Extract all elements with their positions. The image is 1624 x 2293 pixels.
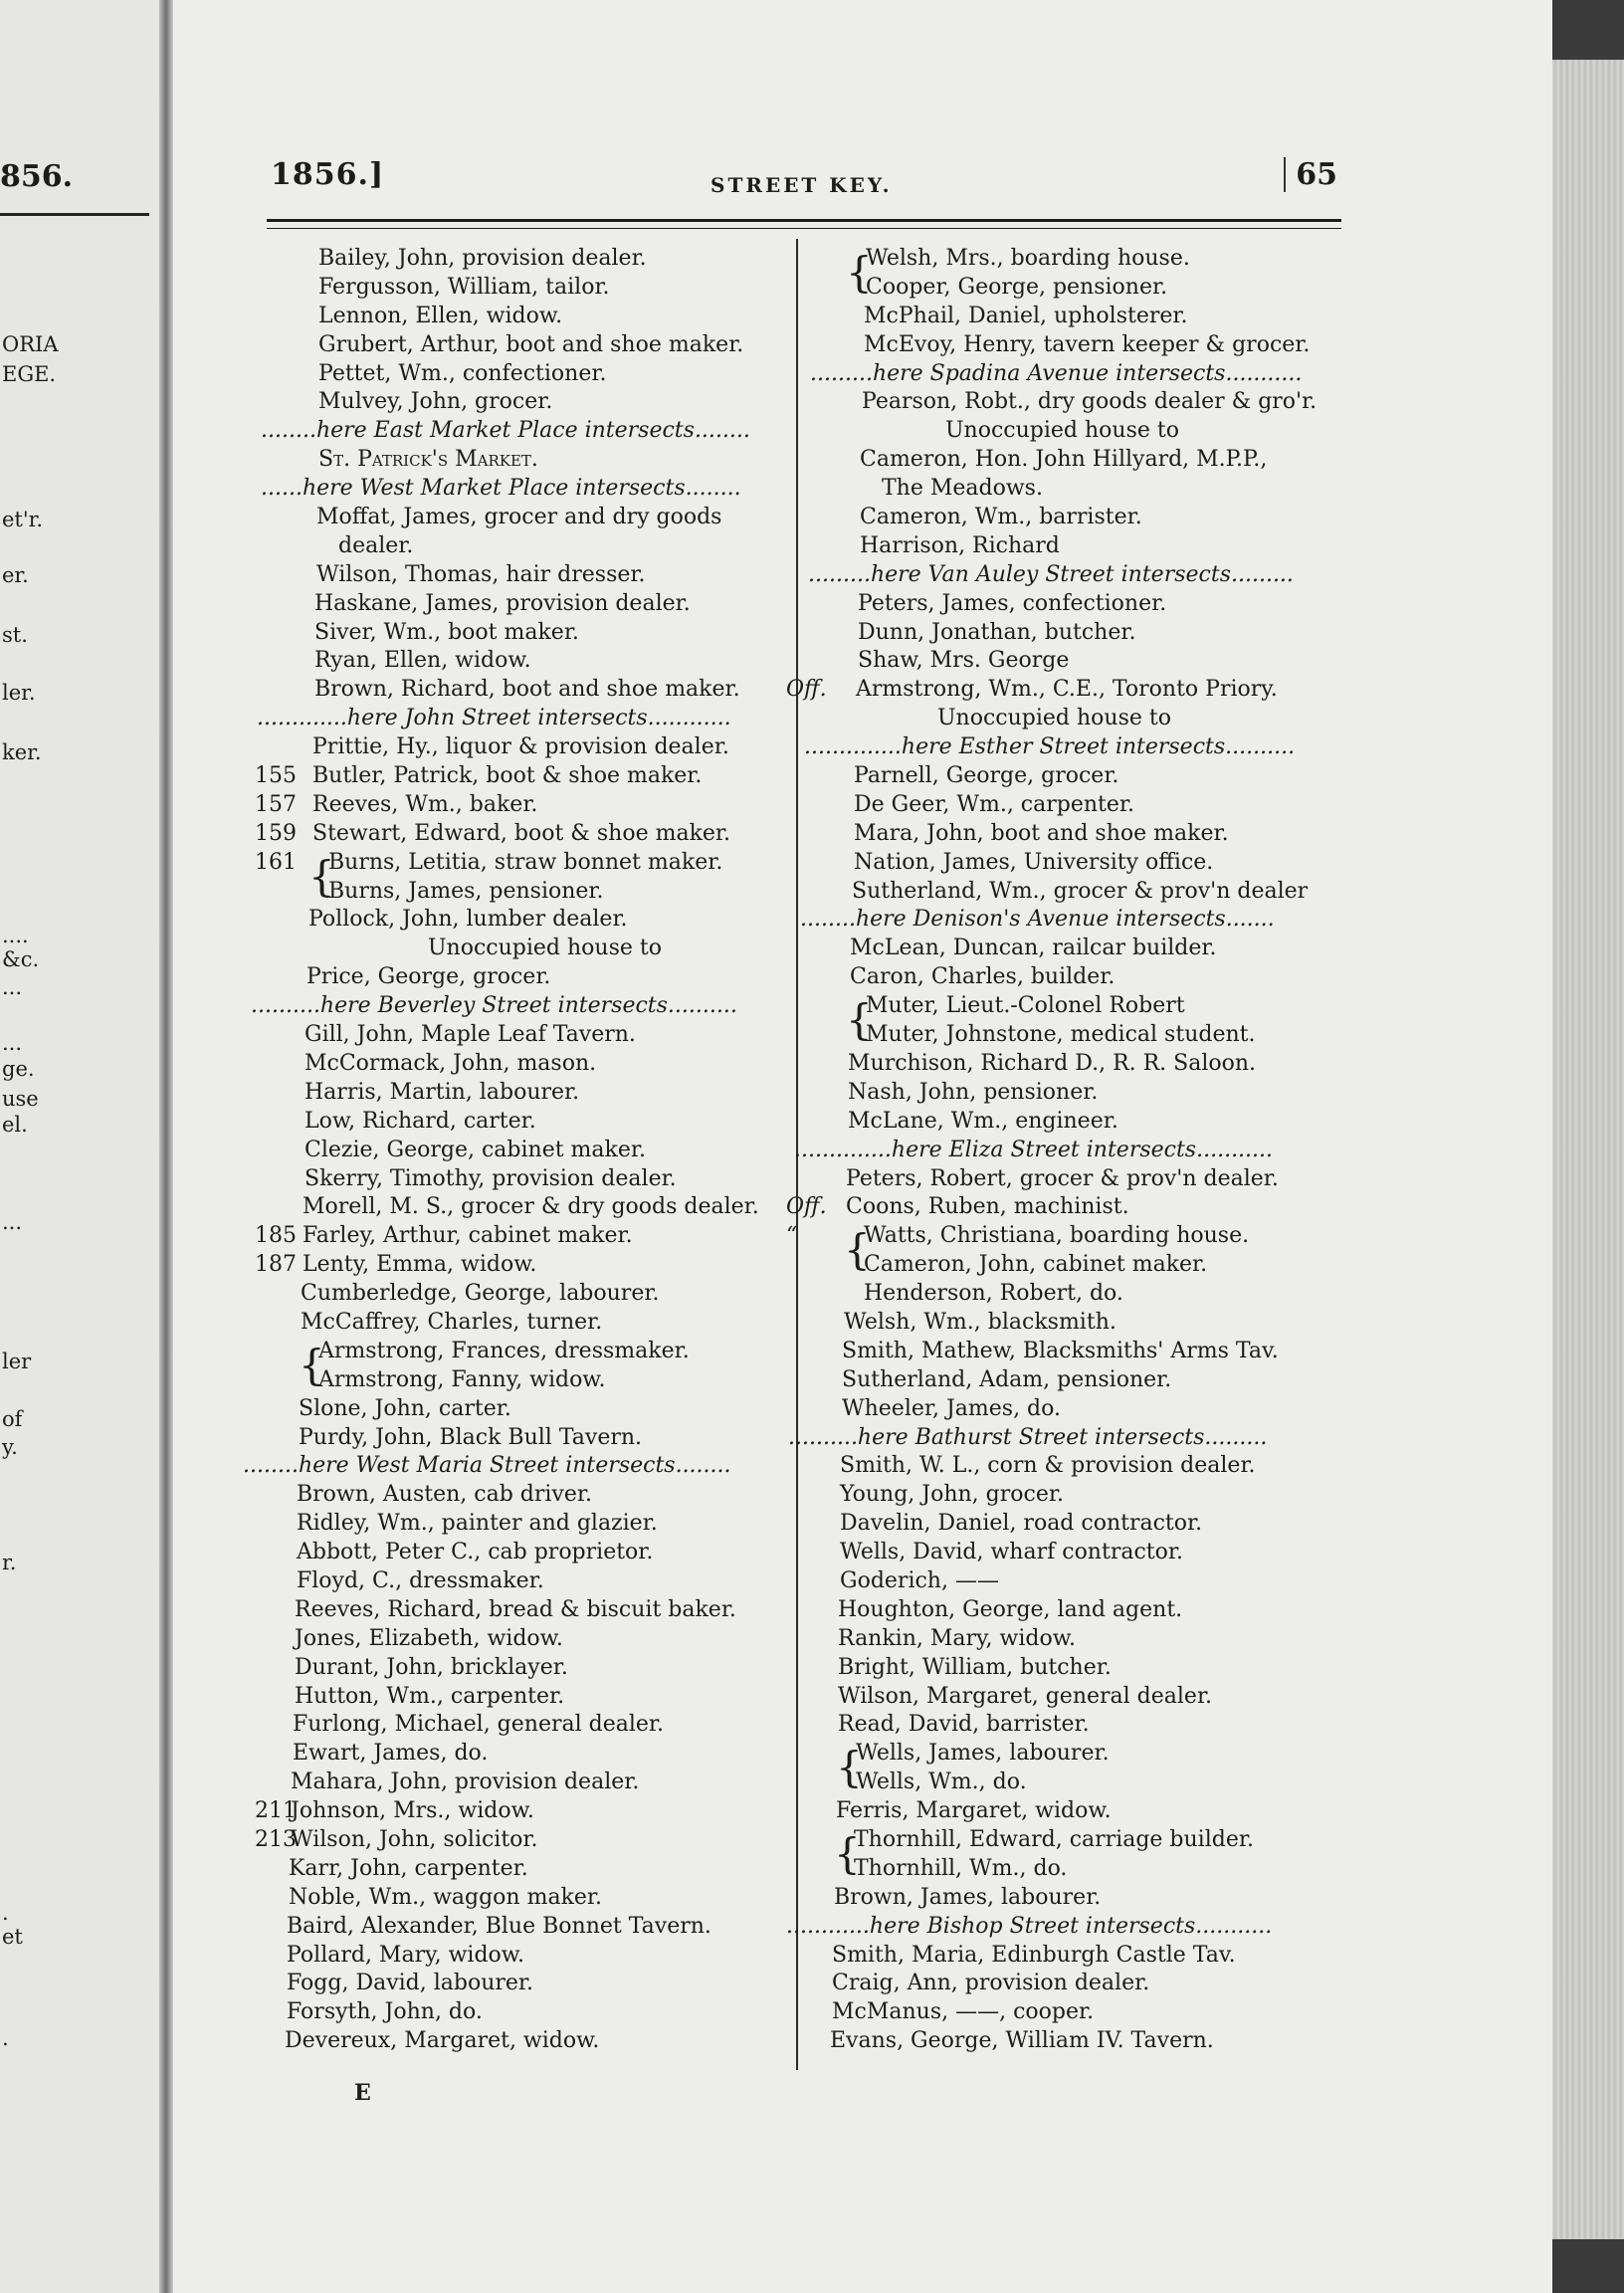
entry-text: Gill, John, Maple Leaf Tavern.: [304, 1022, 636, 1048]
entry-text: Unoccupied house to: [937, 706, 1171, 731]
intersection-text: ..............here Eliza Street intersects...........: [794, 1137, 1274, 1162]
intersection-line: [229, 475, 791, 504]
entry-text: Pearson, Robt., dry goods dealer & gro'r.: [862, 389, 1318, 415]
facing-page-fragment: use: [2, 1087, 39, 1111]
directory-entry: [229, 1884, 791, 1913]
entry-text: Cumberledge, George, labourer.: [301, 1281, 660, 1307]
directory-entry: [229, 906, 791, 935]
directory-entry: [786, 791, 1343, 820]
directory-entry: [229, 1137, 791, 1165]
entry-text: Craig, Ann, provision dealer.: [832, 1971, 1150, 1996]
entry-text: Cooper, George, pensioner.: [866, 274, 1168, 300]
intersection-line: [229, 417, 791, 446]
directory-entry: [229, 331, 791, 360]
entry-text: Welsh, Wm., blacksmith.: [844, 1309, 1116, 1335]
book-gutter: [159, 0, 173, 2293]
entry-text: Price, George, grocer.: [306, 964, 551, 990]
directory-entry: [229, 1280, 791, 1309]
entry-text: Cameron, John, cabinet maker.: [864, 1252, 1208, 1278]
entry-text: Ferris, Margaret, widow.: [836, 1798, 1112, 1824]
entry-text: Bailey, John, provision dealer.: [318, 246, 647, 271]
directory-entry: [786, 1596, 1343, 1625]
entry-text: Fergusson, William, tailor.: [318, 274, 610, 300]
entry-text: Parnell, George, grocer.: [854, 763, 1119, 789]
directory-entry: [786, 388, 1343, 417]
directory-entry: [786, 303, 1343, 331]
directory-entry: [786, 417, 1343, 446]
right-column: [786, 245, 1343, 2056]
directory-entry: [786, 676, 1343, 705]
entry-text: Ryan, Ellen, widow.: [314, 648, 531, 674]
entry-text: McLean, Duncan, railcar builder.: [850, 936, 1217, 961]
street-number: 161: [255, 849, 297, 875]
entry-text: Caron, Charles, builder.: [850, 964, 1116, 990]
entry-text: De Geer, Wm., carpenter.: [854, 791, 1134, 817]
header-year: 1856.]: [271, 157, 385, 192]
entry-text: Shaw, Mrs. George: [858, 648, 1070, 674]
facing-page-fragment: ...: [2, 1210, 23, 1234]
directory-entry: [229, 820, 791, 849]
grouping-brace: {: [836, 1743, 863, 1792]
directory-entry: [786, 1970, 1343, 1998]
entry-text: McCormack, John, mason.: [304, 1050, 597, 1076]
directory-entry: [229, 1222, 791, 1251]
directory-entry: [229, 1942, 791, 1971]
location-annotation: “: [786, 1223, 798, 1249]
entry-text: Watts, Christiana, boarding house.: [864, 1223, 1250, 1249]
directory-entry: [229, 1567, 791, 1596]
directory-entry: [229, 1740, 791, 1769]
entry-text: Henderson, Robert, do.: [864, 1281, 1123, 1307]
directory-entry: [786, 1998, 1343, 2027]
entry-text: Nash, John, pensioner.: [848, 1079, 1099, 1105]
facing-page-fragment: y.: [2, 1435, 18, 1459]
entry-text: The Meadows.: [882, 476, 1043, 502]
directory-entry: [229, 791, 791, 820]
directory-entry: [786, 705, 1343, 733]
entry-text: Hutton, Wm., carpenter.: [295, 1683, 565, 1709]
entry-text: Lennon, Ellen, widow.: [318, 303, 563, 328]
directory-entry: [229, 1683, 791, 1712]
intersection-line: [786, 1913, 1343, 1942]
intersection-line: [229, 705, 791, 733]
entry-text: Moffat, James, grocer and dry goods: [316, 505, 722, 530]
entry-text: Mulvey, John, grocer.: [318, 389, 553, 415]
directory-entry: [786, 1366, 1343, 1395]
directory-entry: [229, 762, 791, 791]
entry-text: Harrison, Richard: [860, 532, 1060, 558]
directory-entry: [786, 1769, 1343, 1797]
entry-text: Clezie, George, cabinet maker.: [304, 1137, 646, 1162]
directory-entry: [229, 1711, 791, 1740]
entry-text: Unoccupied house to: [428, 936, 662, 961]
entry-text: Nation, James, University office.: [854, 849, 1214, 875]
facing-page-fragment: ...: [2, 1031, 23, 1055]
entry-text: Welsh, Mrs., boarding house.: [866, 246, 1190, 271]
location-annotation: Off.: [786, 1194, 827, 1220]
intersection-line: [229, 1452, 791, 1481]
entry-text: Johnson, Mrs., widow.: [291, 1798, 534, 1824]
directory-entry: [786, 1193, 1343, 1222]
directory-entry: [229, 1826, 791, 1855]
intersection-line: [786, 733, 1343, 762]
directory-entry: [229, 532, 791, 561]
header-rule: [267, 219, 1341, 229]
directory-entry: [229, 274, 791, 303]
intersection-line: [786, 561, 1343, 590]
entry-text: Skerry, Timothy, provision dealer.: [304, 1165, 677, 1191]
entry-text: Pollard, Mary, widow.: [287, 1942, 524, 1968]
entry-text: Ridley, Wm., painter and glazier.: [297, 1511, 658, 1537]
directory-entry: [229, 733, 791, 762]
signature-mark: E: [354, 2080, 371, 2106]
entry-text: Stewart, Edward, boot & shoe maker.: [312, 820, 731, 846]
entry-text: Harris, Martin, labourer.: [304, 1079, 580, 1105]
entry-text: Armstrong, Frances, dressmaker.: [318, 1338, 690, 1363]
intersection-line: [786, 1424, 1343, 1453]
entry-text: Karr, John, carpenter.: [289, 1855, 528, 1881]
directory-entry: [786, 1050, 1343, 1079]
facing-page-fragment: el.: [2, 1113, 28, 1137]
directory-entry: [229, 590, 791, 619]
entry-text: dealer.: [338, 532, 414, 558]
directory-entry: [229, 388, 791, 417]
directory-entry: [229, 1625, 791, 1654]
entry-text: Farley, Arthur, cabinet maker.: [303, 1223, 633, 1249]
directory-entry: [229, 245, 791, 274]
entry-text: Cameron, Wm., barrister.: [860, 505, 1142, 530]
directory-entry: [229, 1596, 791, 1625]
facing-page-header: 856.: [0, 159, 74, 194]
directory-entry: [229, 1165, 791, 1194]
facing-page-fragment: et: [2, 1925, 23, 1949]
directory-entry: [786, 1942, 1343, 1971]
entry-text: Wilson, Thomas, hair dresser.: [316, 561, 646, 587]
entry-text: St. Patrick's Market.: [318, 447, 538, 473]
entry-text: Peters, James, confectioner.: [858, 590, 1167, 616]
entry-text: Burns, Letitia, straw bonnet maker.: [328, 849, 723, 875]
directory-entry: [786, 619, 1343, 648]
facing-page-fragment: &c.: [2, 947, 40, 971]
facing-page-fragment: er.: [2, 563, 29, 587]
facing-page-fragment: ....: [2, 924, 29, 947]
intersection-line: [786, 906, 1343, 935]
header-title: STREET KEY.: [710, 173, 893, 197]
facing-page-fragment: of: [2, 1407, 23, 1431]
directory-entry: [786, 1079, 1343, 1108]
directory-entry: [229, 1395, 791, 1424]
street-number: 159: [255, 820, 297, 846]
directory-entry: [786, 1711, 1343, 1740]
street-number: 185: [255, 1223, 297, 1249]
directory-entry: [229, 1108, 791, 1137]
entry-text: Butler, Patrick, boot & shoe maker.: [312, 763, 703, 789]
page-number: 65: [1284, 157, 1337, 192]
street-number: 187: [255, 1252, 297, 1278]
intersection-text: ..............here Esther Street intersects..........: [804, 734, 1296, 760]
entry-text: Grubert, Arthur, boot and shoe maker.: [318, 331, 744, 357]
entry-text: Wilson, Margaret, general dealer.: [838, 1683, 1213, 1709]
directory-entry: [786, 475, 1343, 504]
facing-page: [0, 0, 159, 2293]
directory-entry: [229, 1251, 791, 1280]
intersection-text: ........here West Maria Street intersects........: [243, 1453, 731, 1479]
entry-text: Reeves, Wm., baker.: [312, 791, 538, 817]
entry-text: Dunn, Jonathan, butcher.: [858, 619, 1136, 645]
entry-text: Devereux, Margaret, widow.: [285, 2028, 600, 2054]
grouping-brace: {: [846, 248, 873, 297]
entry-text: Wheeler, James, do.: [842, 1395, 1061, 1421]
directory-entry: [786, 1021, 1343, 1050]
entry-text: Noble, Wm., waggon maker.: [289, 1884, 603, 1910]
entry-text: Sutherland, Wm., grocer & prov'n dealer: [852, 878, 1309, 904]
facing-page-fragment: r.: [2, 1551, 17, 1574]
facing-page-fragment: ker.: [2, 740, 42, 764]
entry-text: Brown, Austen, cab driver.: [297, 1482, 592, 1508]
entry-text: Cameron, Hon. John Hillyard, M.P.P.,: [860, 447, 1268, 473]
entry-text: Thornhill, Edward, carriage builder.: [854, 1826, 1254, 1852]
directory-entry: [786, 1338, 1343, 1366]
entry-text: Lenty, Emma, widow.: [303, 1252, 537, 1278]
entry-text: Pettet, Wm., confectioner.: [318, 360, 607, 386]
directory-entry: [786, 532, 1343, 561]
directory-entry: [786, 1309, 1343, 1338]
directory-entry: [229, 878, 791, 907]
directory-entry: [229, 561, 791, 590]
directory-entry: [229, 1050, 791, 1079]
entry-text: Furlong, Michael, general dealer.: [293, 1712, 665, 1738]
entry-text: Mahara, John, provision dealer.: [291, 1770, 640, 1795]
entry-text: Forsyth, John, do.: [287, 1999, 483, 2025]
directory-entry: [786, 1165, 1343, 1194]
directory-entry: [229, 303, 791, 331]
entry-text: Brown, Richard, boot and shoe maker.: [314, 677, 740, 703]
grouping-brace: {: [846, 995, 873, 1045]
directory-entry: [786, 1683, 1343, 1712]
facing-page-fragment: et'r.: [2, 508, 44, 531]
left-column: [229, 245, 791, 2056]
facing-page-fragment: st.: [2, 623, 28, 647]
entry-text: McCaffrey, Charles, turner.: [301, 1309, 603, 1335]
directory-entry: [229, 1481, 791, 1510]
directory-entry: [229, 1970, 791, 1998]
entry-text: Siver, Wm., boot maker.: [314, 619, 579, 645]
intersection-text: ........here Denison's Avenue intersects.......: [800, 907, 1275, 933]
entry-text: Armstrong, Wm., C.E., Toronto Priory.: [856, 677, 1278, 703]
entry-text: McLane, Wm., engineer.: [848, 1108, 1118, 1134]
entry-text: Unoccupied house to: [945, 418, 1179, 444]
entry-text: Wells, James, labourer.: [856, 1741, 1110, 1767]
directory-entry: [786, 647, 1343, 676]
intersection-text: .............here John Street intersects............: [257, 706, 731, 731]
entry-text: Baird, Alexander, Blue Bonnet Tavern.: [287, 1913, 711, 1939]
directory-entry: [229, 1769, 791, 1797]
facing-page-fragment: .: [2, 1901, 9, 1925]
entry-text: McPhail, Daniel, upholsterer.: [864, 303, 1188, 328]
directory-entry: [229, 1309, 791, 1338]
directory-entry: [786, 849, 1343, 878]
directory-entry: [786, 1395, 1343, 1424]
directory-entry: [786, 820, 1343, 849]
entry-text: Armstrong, Fanny, widow.: [318, 1366, 606, 1392]
intersection-line: [229, 992, 791, 1021]
intersection-text: .........here Van Auley Street intersects.........: [808, 561, 1294, 587]
directory-entry: [229, 1539, 791, 1567]
intersection-text: ........here East Market Place intersects........: [261, 418, 750, 444]
directory-entry: [229, 1510, 791, 1539]
entry-text: Low, Richard, carter.: [304, 1108, 536, 1134]
directory-entry: [786, 446, 1343, 475]
entry-text: Durant, John, bricklayer.: [295, 1654, 568, 1680]
entry-text: Purdy, John, Black Bull Tavern.: [299, 1424, 643, 1450]
street-number: 213: [255, 1826, 297, 1852]
entry-text: Reeves, Richard, bread & biscuit baker.: [295, 1596, 736, 1622]
directory-entry: [229, 963, 791, 992]
page-edge: [1552, 60, 1624, 2239]
entry-text: Jones, Elizabeth, widow.: [295, 1625, 563, 1651]
directory-entry: [786, 1280, 1343, 1309]
directory-entry: [786, 504, 1343, 532]
grouping-brace: {: [844, 1225, 871, 1275]
entry-text: Smith, Mathew, Blacksmiths' Arms Tav.: [842, 1338, 1279, 1363]
entry-text: Mara, John, boot and shoe maker.: [854, 820, 1229, 846]
entry-text: Brown, James, labourer.: [834, 1884, 1102, 1910]
entry-text: McManus, ——, cooper.: [832, 1999, 1095, 2025]
directory-entry: [229, 504, 791, 532]
facing-page-fragment: ...: [2, 975, 23, 999]
directory-entry: [786, 1510, 1343, 1539]
entry-text: Fogg, David, labourer.: [287, 1971, 534, 1996]
intersection-text: .........here Spadina Avenue intersects...........: [810, 360, 1303, 386]
directory-entry: [786, 1884, 1343, 1913]
street-number: 155: [255, 763, 297, 789]
directory-entry: [786, 878, 1343, 907]
grouping-brace: {: [834, 1828, 861, 1878]
directory-entry: [229, 619, 791, 648]
entry-text: Smith, W. L., corn & provision dealer.: [840, 1453, 1256, 1479]
entry-text: Wells, Wm., do.: [856, 1770, 1027, 1795]
facing-page-rule: [0, 213, 149, 216]
entry-text: Goderich, ——: [840, 1567, 999, 1593]
entry-text: Peters, Robert, grocer & prov'n dealer.: [846, 1165, 1279, 1191]
directory-entry: [229, 1913, 791, 1942]
directory-entry: [229, 1797, 791, 1826]
directory-entry: [786, 1481, 1343, 1510]
intersection-text: ............here Bishop Street intersects...........: [786, 1913, 1273, 1939]
entry-text: Houghton, George, land agent.: [838, 1596, 1183, 1622]
entry-text: Young, John, grocer.: [840, 1482, 1064, 1508]
entry-text: Haskane, James, provision dealer.: [314, 590, 691, 616]
directory-entry: [786, 274, 1343, 303]
entry-text: Thornhill, Wm., do.: [854, 1855, 1068, 1881]
facing-page-fragment: EGE.: [2, 362, 57, 386]
facing-page-fragment: ler.: [2, 681, 36, 705]
directory-entry: [786, 331, 1343, 360]
directory-entry: [786, 1855, 1343, 1884]
directory-entry: [786, 935, 1343, 963]
facing-page-fragment: ler: [2, 1350, 32, 1373]
directory-entry: [786, 590, 1343, 619]
intersection-text: ......here West Market Place intersects........: [261, 476, 741, 502]
facing-page-fragment: ORIA: [2, 332, 59, 356]
street-number: 211: [255, 1798, 297, 1824]
entry-text: Wilson, John, solicitor.: [291, 1826, 538, 1852]
entry-text: Sutherland, Adam, pensioner.: [842, 1366, 1172, 1392]
directory-entry: [229, 1424, 791, 1453]
grouping-brace: {: [308, 851, 335, 901]
entry-text: Read, David, barrister.: [838, 1712, 1090, 1738]
entry-text: Coons, Ruben, machinist.: [846, 1194, 1129, 1220]
entry-text: Rankin, Mary, widow.: [838, 1625, 1076, 1651]
entry-text: Murchison, Richard D., R. R. Saloon.: [848, 1050, 1257, 1076]
entry-text: Bright, William, butcher.: [838, 1654, 1112, 1680]
entry-text: McEvoy, Henry, tavern keeper & grocer.: [864, 331, 1311, 357]
directory-entry: [229, 360, 791, 389]
entry-text: Evans, George, William IV. Tavern.: [830, 2028, 1214, 2054]
directory-entry: [229, 647, 791, 676]
directory-entry: [786, 963, 1343, 992]
directory-entry: [786, 2027, 1343, 2056]
directory-entry: [786, 1625, 1343, 1654]
entry-text: Wells, David, wharf contractor.: [840, 1540, 1183, 1565]
intersection-line: [786, 360, 1343, 389]
directory-entry: [229, 2027, 791, 2056]
directory-entry: [786, 1452, 1343, 1481]
entry-text: Smith, Maria, Edinburgh Castle Tav.: [832, 1942, 1236, 1968]
directory-entry: [229, 446, 791, 475]
directory-entry: [786, 1108, 1343, 1137]
intersection-text: ..........here Bathurst Street intersects.........: [788, 1424, 1268, 1450]
directory-entry: [229, 935, 791, 963]
intersection-line: [786, 1137, 1343, 1165]
directory-entry: [229, 1079, 791, 1108]
directory-entry: [229, 1998, 791, 2027]
directory-entry: [786, 1654, 1343, 1683]
entry-text: Floyd, C., dressmaker.: [297, 1567, 544, 1593]
intersection-text: ..........here Beverley Street intersects..........: [251, 993, 737, 1019]
entry-text: Abbott, Peter C., cab proprietor.: [297, 1540, 654, 1565]
directory-entry: [229, 1855, 791, 1884]
entry-text: Burns, James, pensioner.: [328, 878, 604, 904]
directory-entry: [786, 1539, 1343, 1567]
street-number: 157: [255, 791, 297, 817]
entry-text: Prittie, Hy., liquor & provision dealer.: [312, 734, 729, 760]
directory-entry: [229, 1021, 791, 1050]
entry-text: Slone, John, carter.: [299, 1395, 511, 1421]
running-header: [271, 157, 1337, 217]
entry-text: Muter, Lieut.-Colonel Robert: [866, 993, 1185, 1019]
grouping-brace: {: [299, 1340, 325, 1389]
entry-text: Muter, Johnstone, medical student.: [866, 1022, 1256, 1048]
entry-text: Davelin, Daniel, road contractor.: [840, 1511, 1203, 1537]
directory-entry: [786, 1797, 1343, 1826]
directory-entry: [786, 762, 1343, 791]
facing-page-fragment: .: [2, 2026, 9, 2050]
directory-entry: [229, 1366, 791, 1395]
location-annotation: Off.: [786, 677, 827, 703]
directory-entry: [229, 1193, 791, 1222]
directory-entry: [229, 1654, 791, 1683]
directory-entry: [786, 1251, 1343, 1280]
directory-entry: [786, 1567, 1343, 1596]
directory-entry: [229, 676, 791, 705]
entry-text: Morell, M. S., grocer & dry goods dealer.: [303, 1194, 759, 1220]
facing-page-fragment: ge.: [2, 1057, 35, 1081]
entry-text: Ewart, James, do.: [293, 1741, 489, 1767]
entry-text: Pollock, John, lumber dealer.: [308, 907, 628, 933]
